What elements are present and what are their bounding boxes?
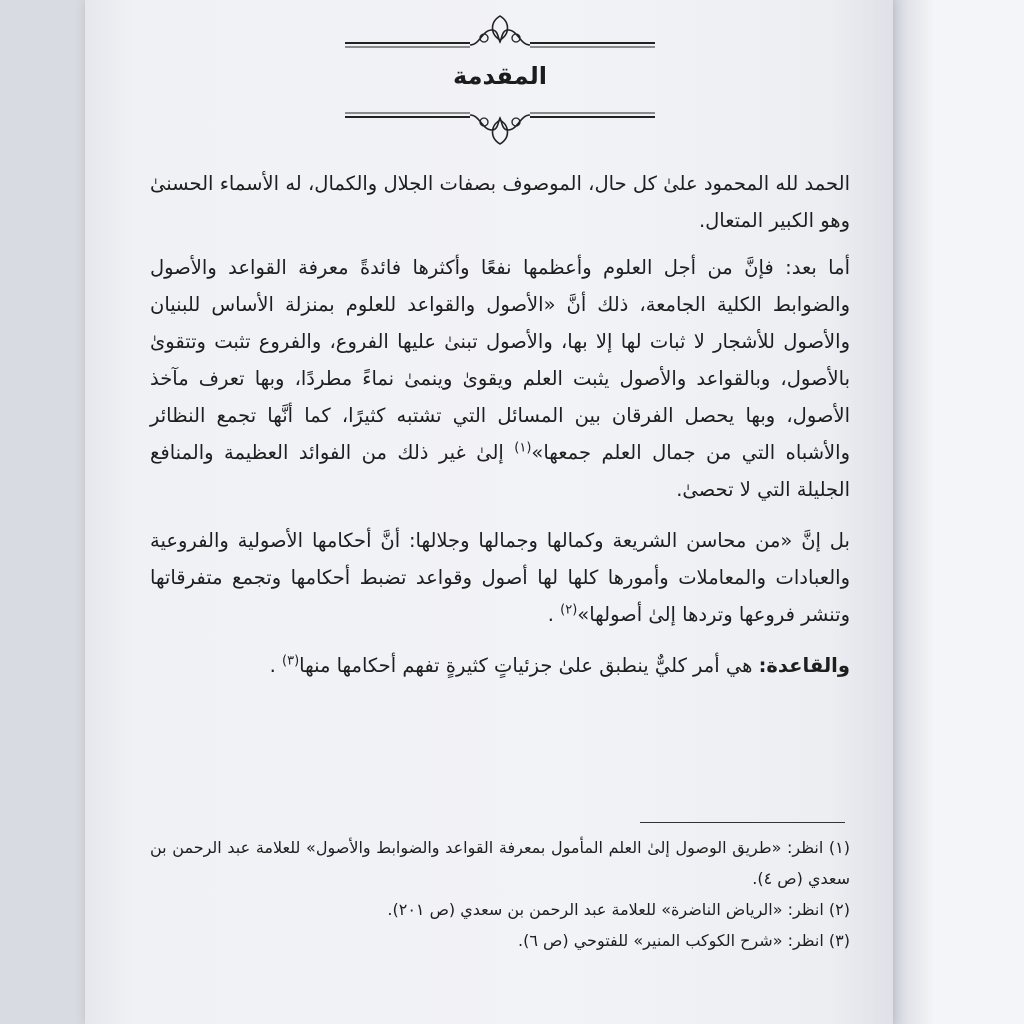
paragraph-3-text: بل إنَّ «من محاسن الشريعة وكمالها وجمالها وجلالها: أنَّ أحكامها الأصولية والفروعية والعبادات والمعاملات وأمورها كلها لها أصول وقواعد تضبط أحكامها وتجمع متفرقاتها وتنشر فروعها وتردها إلىٰ أصولها»	[150, 529, 850, 626]
definition-term: والقاعدة:	[758, 654, 850, 677]
footnote-3: (٣) انظر: «شرح الكوكب المنير» للفتوحي (ص ٦).	[518, 931, 850, 950]
footnote-marker-3: (٣)	[282, 653, 300, 669]
ornament-top-icon	[340, 8, 660, 58]
footnote-1: (١) انظر: «طريق الوصول إلىٰ العلم المأمول بمعرفة القواعد والضوابط والأصول» للعلامة عبد الرحمن بن سعدي (ص ٤).	[150, 838, 850, 888]
page-spine-edge	[893, 0, 933, 1024]
paragraph-2	[150, 249, 850, 508]
footnotes	[150, 832, 850, 956]
ornament-bottom-icon	[340, 102, 660, 152]
body-text	[150, 165, 850, 698]
footnote-marker-2: (٢)	[560, 602, 578, 618]
definition-text: هي أمر كليٌّ ينطبق علىٰ جزئياتٍ كثيرةٍ تفهم أحكامها منها	[299, 654, 753, 677]
paragraph-1-text: الحمد لله المحمود علىٰ كل حال، الموصوف بصفات الجلال والكمال، له الأسماء الحسنىٰ وهو الكبير المتعال.	[150, 172, 850, 232]
paragraph-2-text: أما بعد: فإنَّ من أجل العلوم وأعظمها نفعًا وأكثرها فائدةً معرفة القواعد والأصول والضوابط الكلية الجامعة، ذلك أنَّ «الأصول والقواعد للعلوم بمنزلة الأساس للبنيان والأصول للأشجار لا ثبات لها إلا بها، والأصول تبنىٰ عليها الفروع، والفروع تثبت وتتقوىٰ بالأصول، وبالقواعد والأصول يثبت العلم ويقوىٰ وينمىٰ نماءً مطردًا، وبها تعرف مآخذ الأصول، وبها يحصل الفرقان بين المسائل التي تشتبه كثيرًا، كما أنَّها تجمع النظائر والأشباه التي من جمال العلم جمعها»	[150, 256, 850, 464]
footnote-2: (٢) انظر: «الرياض الناضرة» للعلامة عبد الرحمن بن سعدي (ص ٢٠١).	[387, 900, 850, 919]
paragraph-1	[150, 165, 850, 239]
paragraph-3: بل إنَّ «من محاسن الشريعة وكمالها وجمالها وجلالها: أنَّ أحكامها الأصولية والفروعية والعبادات والمعاملات وأمورها كلها لها أصول وقواعد تضبط أحكامها وتجمع متفرقاتها وتنشر فروعها وتردها إلىٰ أصولها»$^{(٢)}$ .	[150, 529, 850, 626]
footnote-divider	[640, 822, 845, 823]
page-title: المقدمة	[453, 62, 547, 90]
paragraph-2-tail: إلىٰ غير ذلك من الفوائد العظيمة والمنافع الجليلة التي لا تحصىٰ.	[150, 441, 850, 501]
footnote-marker-1: (١)	[514, 440, 532, 456]
background-right	[933, 0, 1024, 1024]
paragraph-4: والقاعدة: هي أمر كليٌّ ينطبق علىٰ جزئياتٍ كثيرةٍ تفهم أحكامها منها$^{(٣)}$ .	[269, 653, 850, 677]
